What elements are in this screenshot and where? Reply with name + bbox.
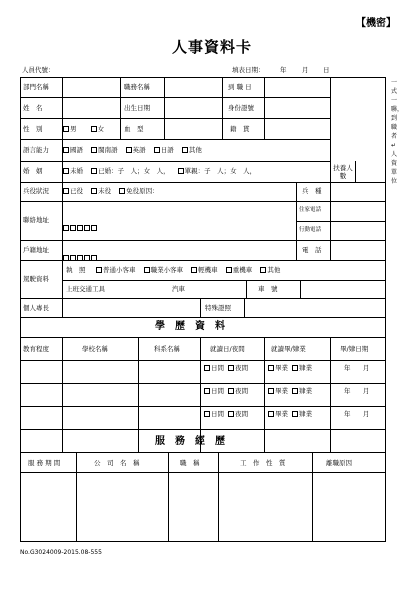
exp-header-period: 服 務 期 間 bbox=[28, 459, 61, 467]
lang-options[interactable]: 國語 閩南語 英語 日語 其他 bbox=[63, 147, 208, 154]
blood-label: 血 型 bbox=[124, 125, 144, 133]
dept-label: 部門名稱 bbox=[23, 83, 49, 91]
name-label: 姓 名 bbox=[23, 104, 43, 112]
military-exempt-checkbox[interactable] bbox=[119, 188, 125, 194]
single-parent-checkbox[interactable] bbox=[178, 168, 184, 174]
fill-date-label: 填表日期： bbox=[232, 66, 265, 74]
marriage-options[interactable]: 未婚 已婚：子 人；女 人， 單親：子 人；女 人， bbox=[63, 168, 256, 175]
edu-header-level: 教育程度 bbox=[23, 345, 49, 353]
lang-taiwanese-checkbox[interactable] bbox=[91, 147, 97, 153]
edu-status-options[interactable]: 畢業 肄業 bbox=[268, 388, 312, 395]
arrival-label: 到 職 日 bbox=[228, 83, 252, 91]
married-checkbox[interactable] bbox=[91, 168, 97, 174]
phone-label: 電 話 bbox=[302, 246, 322, 254]
gender-options[interactable]: 男 女 bbox=[63, 126, 104, 133]
specialty-label: 個人專長 bbox=[23, 304, 49, 312]
lang-japanese-checkbox[interactable] bbox=[154, 147, 160, 153]
military-not-done-checkbox[interactable] bbox=[91, 188, 97, 194]
car-label: 汽車 bbox=[172, 285, 185, 293]
page-title: 人事資料卡 bbox=[172, 38, 253, 56]
edu-daynight-options[interactable]: 日間 夜間 bbox=[204, 365, 248, 372]
male-checkbox[interactable] bbox=[63, 126, 69, 132]
special-license-label: 特殊證照 bbox=[205, 304, 231, 312]
driving-label: 駕駛資料 bbox=[23, 275, 49, 283]
side-note: 一式一聯，到職者↵人資單位 bbox=[391, 79, 404, 185]
exp-header-nature: 工 作 性 質 bbox=[240, 459, 286, 467]
female-checkbox[interactable] bbox=[91, 126, 97, 132]
license-car-checkbox[interactable] bbox=[96, 267, 102, 273]
edu-drop-checkbox[interactable] bbox=[292, 411, 298, 417]
edu-day-checkbox[interactable] bbox=[204, 365, 210, 371]
transport-label: 上班交通工具 bbox=[66, 285, 105, 293]
lang-label: 語言能力 bbox=[23, 146, 49, 154]
military-kind-label: 兵 種 bbox=[302, 187, 322, 195]
edu-night-checkbox[interactable] bbox=[228, 411, 234, 417]
exp-header-title: 職 稱 bbox=[180, 459, 200, 467]
edu-header-major: 科系名稱 bbox=[154, 345, 180, 353]
form-number: No.G3024009-2015.08-555 bbox=[20, 549, 102, 556]
plate-label: 車 號 bbox=[258, 285, 278, 293]
military-label: 兵役狀況 bbox=[23, 187, 49, 195]
lang-english-checkbox[interactable] bbox=[126, 147, 132, 153]
edu-date-cell: 年 月 bbox=[344, 410, 370, 418]
edu-grad-checkbox[interactable] bbox=[268, 411, 274, 417]
exp-header-reason: 離職原因 bbox=[326, 459, 352, 467]
edu-drop-checkbox[interactable] bbox=[292, 388, 298, 394]
edu-grad-checkbox[interactable] bbox=[268, 365, 274, 371]
contact-zip-boxes[interactable] bbox=[63, 216, 98, 235]
military-done-checkbox[interactable] bbox=[63, 188, 69, 194]
edu-status-options[interactable]: 畢業 肄業 bbox=[268, 365, 312, 372]
license-heavy-moto-checkbox[interactable] bbox=[226, 267, 232, 273]
marriage-label: 婚 姻 bbox=[23, 167, 43, 175]
fill-date-day: 日 bbox=[323, 66, 330, 74]
gender-label: 性 別 bbox=[23, 125, 43, 133]
edu-daynight-options[interactable]: 日間 夜間 bbox=[204, 388, 248, 395]
unmarried-checkbox[interactable] bbox=[63, 168, 69, 174]
contact-addr-label: 聯絡地址 bbox=[23, 216, 49, 224]
staff-code-label: 人員代號： bbox=[22, 66, 55, 74]
edu-night-checkbox[interactable] bbox=[228, 388, 234, 394]
mobile-label: 行動電話 bbox=[299, 227, 322, 233]
edu-day-checkbox[interactable] bbox=[204, 388, 210, 394]
military-options[interactable]: 已役 未役 免役原因： bbox=[63, 188, 159, 195]
license-label: 執 照 bbox=[66, 266, 86, 274]
fill-date-year: 年 bbox=[280, 66, 287, 74]
edu-night-checkbox[interactable] bbox=[228, 365, 234, 371]
lang-mandarin-checkbox[interactable] bbox=[63, 147, 69, 153]
home-phone-label: 住家電話 bbox=[299, 207, 322, 213]
license-pro-car-checkbox[interactable] bbox=[144, 267, 150, 273]
education-section-title: 學 歷 資 料 bbox=[155, 321, 225, 332]
edu-date-cell: 年 月 bbox=[344, 364, 370, 372]
edu-header-school: 學校名稱 bbox=[82, 345, 108, 353]
exp-header-company: 公 司 名 稱 bbox=[94, 459, 140, 467]
edu-date-cell: 年 月 bbox=[344, 387, 370, 395]
fill-date-month: 月 bbox=[302, 66, 309, 74]
birth-label: 出生日期 bbox=[124, 104, 150, 112]
reg-zip-boxes[interactable] bbox=[63, 246, 98, 265]
edu-header-status: 就讀畢/肄業 bbox=[271, 345, 306, 353]
license-options[interactable]: 普通小客車 職業小客車 輕機車 重機車 其他 bbox=[96, 267, 280, 274]
edu-grad-checkbox[interactable] bbox=[268, 388, 274, 394]
edu-day-checkbox[interactable] bbox=[204, 411, 210, 417]
edu-header-date: 畢/肄日期 bbox=[340, 345, 369, 353]
experience-section-title: 服 務 經 歷 bbox=[155, 436, 225, 447]
reg-addr-label: 戶籍地址 bbox=[23, 246, 49, 254]
license-other-checkbox[interactable] bbox=[260, 267, 266, 273]
edu-header-daynight: 就讀日/夜間 bbox=[210, 345, 245, 353]
position-label: 職務名稱 bbox=[124, 83, 150, 91]
edu-daynight-options[interactable]: 日間 夜間 bbox=[204, 411, 248, 418]
edu-status-options[interactable]: 畢業 肄業 bbox=[268, 411, 312, 418]
lang-other-checkbox[interactable] bbox=[182, 147, 188, 153]
origin-label: 籍 貫 bbox=[230, 125, 250, 133]
edu-drop-checkbox[interactable] bbox=[292, 365, 298, 371]
confidential-label: 【機密】 bbox=[356, 18, 396, 29]
dependents-label: 扶養人數 bbox=[333, 164, 353, 180]
id-no-label: 身份證號 bbox=[228, 104, 254, 112]
license-light-moto-checkbox[interactable] bbox=[191, 267, 197, 273]
